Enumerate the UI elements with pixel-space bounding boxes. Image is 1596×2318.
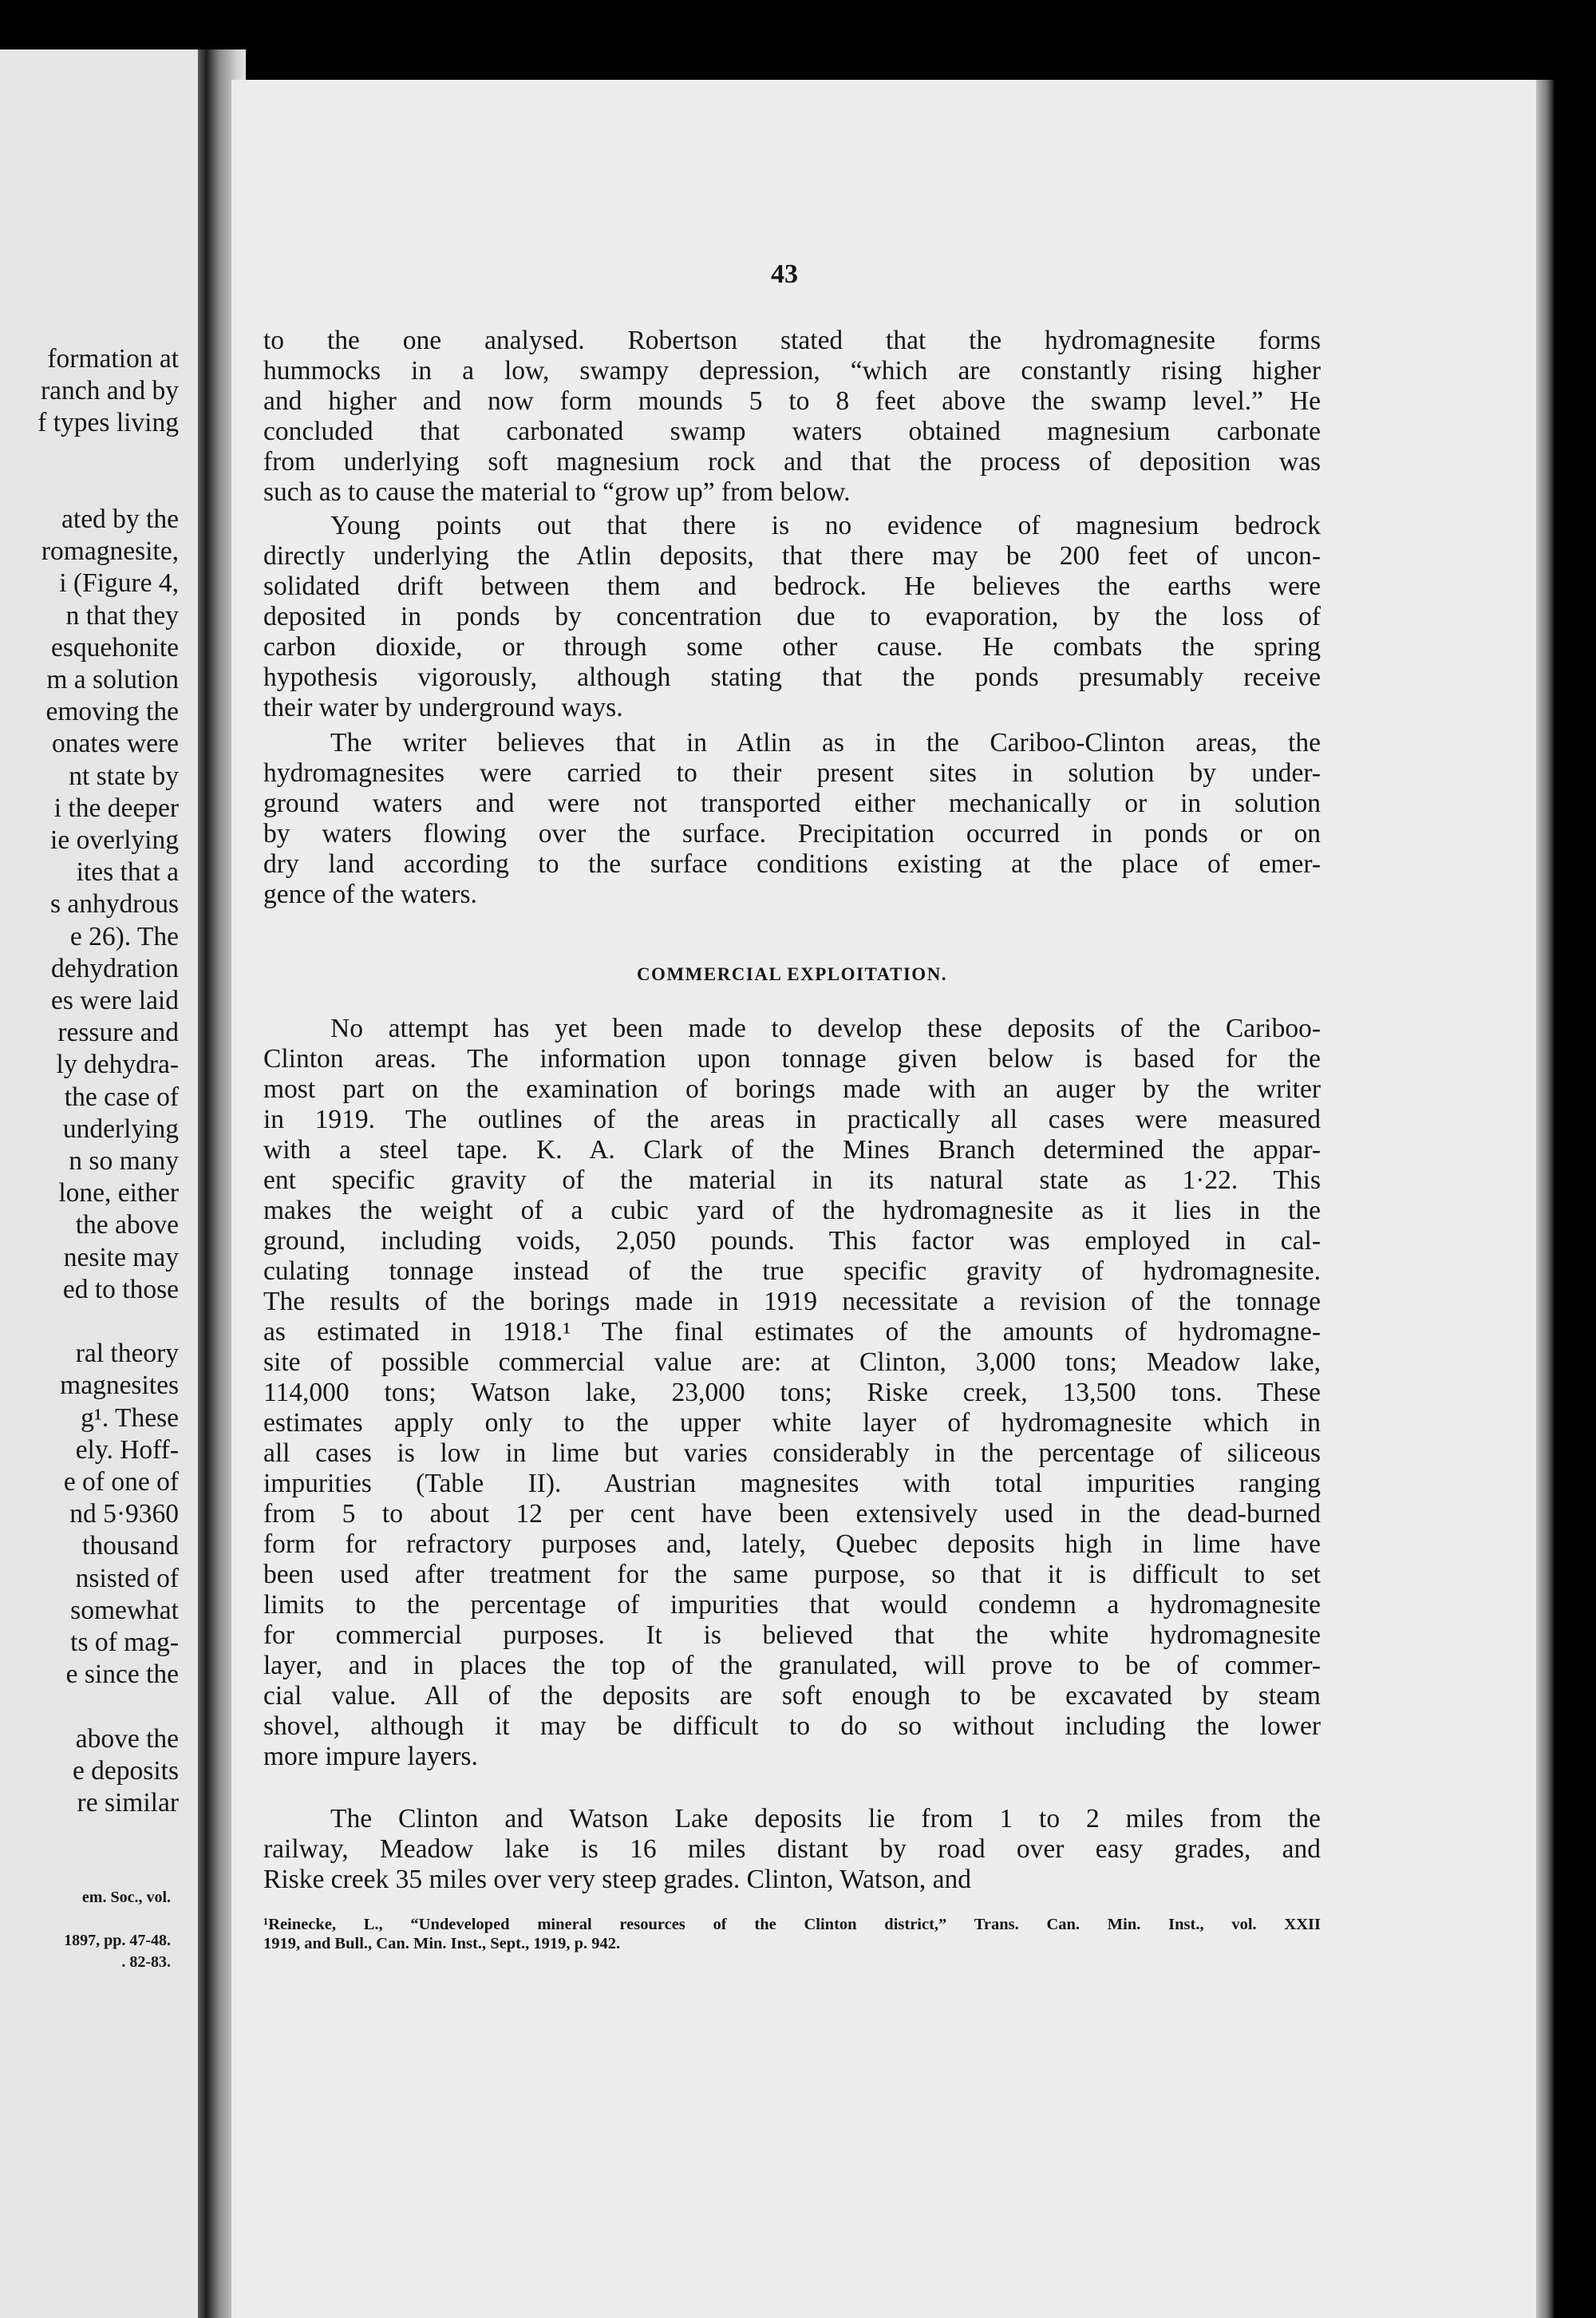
left-page-line: ated by the: [61, 504, 179, 534]
left-page-line: i the deeper: [53, 793, 179, 823]
paragraph-4-line: shovel, although it may be difficult to do so without including the lower: [263, 1711, 1321, 1741]
left-page-footnote: em. Soc., vol.: [81, 1889, 171, 1906]
paragraph-4-line: form for refractory purposes and, lately, Quebec deposits high in lime have: [263, 1529, 1321, 1559]
left-page-line: lone, either: [58, 1178, 179, 1208]
left-page-line: ely. Hoff-: [75, 1434, 179, 1465]
left-page-line: ranch and by: [40, 376, 179, 406]
left-page-line: ites that a: [76, 857, 179, 888]
left-page-line: the above: [75, 1210, 179, 1240]
left-page-line: re similar: [77, 1788, 179, 1818]
paragraph-4-line: from 5 to about 12 per cent have been extensively used in the dead-burned: [263, 1499, 1321, 1529]
paragraph-3-line: dry land according to the surface conditions existing at the place of emer-: [263, 849, 1321, 879]
paragraph-5-line: railway, Meadow lake is 16 miles distant by road over easy grades, and: [263, 1834, 1321, 1864]
left-page-line: underlying: [62, 1114, 179, 1144]
left-page-line: the case of: [64, 1082, 179, 1112]
left-page-line: n so many: [69, 1146, 179, 1176]
paragraph-4-line: The results of the borings made in 1919 necessitate a revision of the tonnage: [263, 1287, 1321, 1316]
section-heading: COMMERCIAL EXPLOITATION.: [636, 964, 948, 984]
left-page-line: formation at: [47, 344, 179, 374]
left-page-line: e of one of: [63, 1467, 179, 1497]
paragraph-4-line: most part on the examination of borings made with an auger by the writer: [263, 1074, 1321, 1104]
footnote-line: 1919, and Bull., Can. Min. Inst., Sept., 1919, p. 942.: [263, 1935, 621, 1952]
paragraph-4-line: ground, including voids, 2,050 pounds. This factor was employed in cal-: [263, 1226, 1321, 1256]
left-page-line: nd 5·9360: [69, 1499, 179, 1529]
paragraph-2-line: Young points out that there is no evidence of magnesium bedrock: [330, 511, 1321, 540]
paragraph-2-line: hypothesis vigorously, although stating that the ponds presumably receive: [263, 663, 1321, 692]
paragraph-4-line: for commercial purposes. It is believed that the white hydromagnesite: [263, 1620, 1321, 1650]
left-page-line: e 26). The: [69, 921, 179, 951]
paragraph-4-line: as estimated in 1918.¹ The final estimates of the amounts of hydromagne-: [263, 1317, 1321, 1347]
left-page-line: romagnesite,: [41, 536, 179, 567]
paragraph-1-line: from underlying soft magnesium rock and that the process of deposition was: [263, 447, 1321, 477]
footnote-line: ¹Reinecke, L., “Undeveloped mineral resources of the Clinton district,” Trans. Can. Min. Inst., vol. XXII: [263, 1916, 1321, 1933]
paragraph-1-line: hummocks in a low, swampy depression, “which are constantly rising higher: [263, 356, 1321, 386]
paragraph-3-line: The writer believes that in Atlin as in the Cariboo-Clinton areas, the: [330, 728, 1321, 758]
left-page-line: n that they: [65, 600, 179, 631]
paragraph-4-line: 114,000 tons; Watson lake, 23,000 tons; Riske creek, 13,500 tons. These: [263, 1378, 1321, 1407]
left-page-line: s anhydrous: [50, 889, 179, 920]
paragraph-4-line: makes the weight of a cubic yard of the hydromagnesite as it lies in the: [263, 1196, 1321, 1225]
paragraph-3-line: gence of the waters.: [263, 880, 477, 909]
paragraph-4-line: with a steel tape. K. A. Clark of the Mines Branch determined the appar-: [263, 1135, 1321, 1165]
left-page-line: nt state by: [69, 761, 179, 791]
left-page-footnote: 1897, pp. 47-48.: [64, 1932, 171, 1949]
left-page-line: es were laid: [51, 986, 179, 1015]
left-page-line: ral theory: [75, 1339, 179, 1369]
left-page-line: f types living: [38, 408, 179, 438]
page-edge: [1536, 80, 1554, 2318]
left-page-line: ts of mag-: [70, 1628, 179, 1657]
left-page-line: nesite may: [63, 1242, 179, 1272]
paragraph-4-line: ent specific gravity of the material in its natural state as 1·22. This: [263, 1165, 1321, 1195]
paragraph-2-line: directly underlying the Atlin deposits, that there may be 200 feet of uncon-: [263, 541, 1321, 571]
left-page-line: m a solution: [46, 665, 179, 694]
paragraph-1-line: and higher and now form mounds 5 to 8 feet above the swamp level.” He: [263, 386, 1321, 416]
left-page-line: ie overlying: [50, 825, 179, 855]
paragraph-1-line: concluded that carbonated swamp waters obtained magnesium carbonate: [263, 417, 1321, 446]
paragraph-3-line: by waters flowing over the surface. Precipitation occurred in ponds or on: [263, 819, 1321, 848]
left-page-line: ressure and: [57, 1018, 179, 1048]
left-page-line: emoving the: [45, 697, 179, 727]
left-page-line: ed to those: [62, 1274, 179, 1304]
left-page-line: dehydration: [50, 953, 179, 983]
paragraph-2-line: solidated drift between them and bedrock. He believes the earths were: [263, 572, 1321, 601]
paragraph-5-line: Riske creek 35 miles over very steep grades. Clinton, Watson, and: [263, 1865, 972, 1894]
paragraph-4-line: Clinton areas. The information upon tonnage given below is based for the: [263, 1044, 1321, 1074]
paragraph-4-line: in 1919. The outlines of the areas in practically all cases were measured: [263, 1105, 1321, 1134]
paragraph-4-line: site of possible commercial value are: at Clinton, 3,000 tons; Meadow lake,: [263, 1347, 1321, 1377]
left-facing-page: [0, 49, 198, 2318]
paragraph-2-line: carbon dioxide, or through some other cause. He combats the spring: [263, 632, 1321, 662]
paragraph-1-line: to the one analysed. Robertson stated that the hydromagnesite forms: [263, 326, 1321, 355]
paragraph-4-line: estimates apply only to the upper white layer of hydromagnesite which in: [263, 1408, 1321, 1438]
paragraph-4-line: impurities (Table II). Austrian magnesites with total impurities ranging: [263, 1469, 1321, 1498]
left-page-line: nsisted of: [75, 1563, 179, 1593]
paragraph-4-line: more impure layers.: [263, 1742, 478, 1771]
left-page-line: esquehonite: [50, 632, 179, 663]
left-page-line: e deposits: [72, 1755, 179, 1786]
paragraph-4-line: culating tonnage instead of the true specific gravity of hydromagnesite.: [263, 1256, 1321, 1286]
paragraph-4-line: layer, and in places the top of the granulated, will prove to be of commer-: [263, 1651, 1321, 1680]
paragraph-3-line: ground waters and were not transported either mechanically or in solution: [263, 789, 1321, 818]
left-page-line: thousand: [82, 1531, 179, 1561]
paragraph-4-line: No attempt has yet been made to develop these deposits of the Cariboo-: [330, 1014, 1321, 1043]
paragraph-2-line: their water by underground ways.: [263, 693, 623, 722]
paragraph-4-line: been used after treatment for the same purpose, so that it is difficult to set: [263, 1560, 1321, 1589]
paragraph-4-line: cial value. All of the deposits are soft enough to be excavated by steam: [263, 1681, 1321, 1711]
paragraph-5-line: The Clinton and Watson Lake deposits lie from 1 to 2 miles from the: [330, 1804, 1321, 1833]
left-page-line: somewhat: [70, 1595, 179, 1625]
paragraph-1-line: such as to cause the material to “grow up” from below.: [263, 477, 851, 507]
left-page-line: magnesites: [60, 1371, 179, 1401]
paragraph-4-line: all cases is low in lime but varies considerably in the percentage of siliceous: [263, 1438, 1321, 1468]
paragraph-4-line: limits to the percentage of impurities that would condemn a hydromagnesite: [263, 1590, 1321, 1620]
left-page-line: g¹. These: [81, 1402, 179, 1433]
paragraph-2-line: deposited in ponds by concentration due to evaporation, by the loss of: [263, 602, 1321, 631]
left-page-line: onates were: [51, 729, 179, 759]
page-number: 43: [771, 259, 798, 289]
paragraph-3-line: hydromagnesites were carried to their present sites in solution by under-: [263, 758, 1321, 788]
left-page-footnote: . 82-83.: [121, 1953, 171, 1971]
left-page-line: above the: [75, 1723, 179, 1754]
left-page-line: i (Figure 4,: [59, 568, 179, 599]
left-page-line: ly dehydra-: [56, 1050, 179, 1080]
left-page-line: e since the: [65, 1659, 179, 1690]
